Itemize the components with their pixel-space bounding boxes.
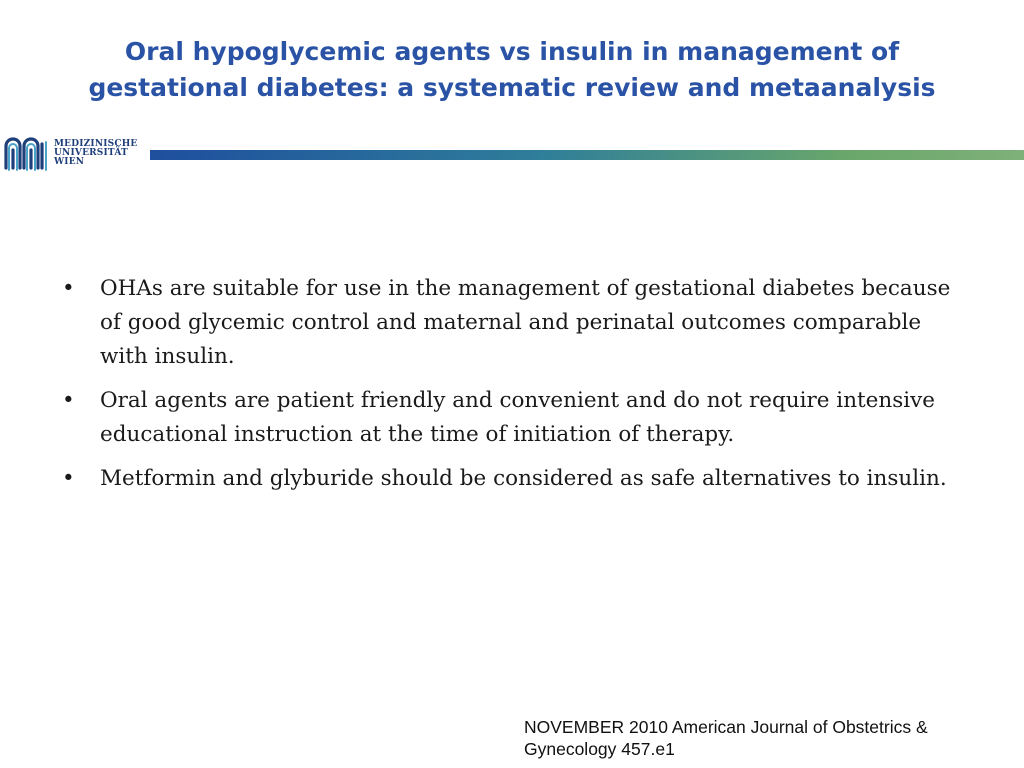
- citation-line-1: NOVEMBER 2010 American Journal of Obstetrics &: [524, 717, 928, 737]
- slide-title: [40, 34, 984, 106]
- bullet-icon: •: [62, 466, 75, 491]
- citation-footer: [524, 716, 1004, 760]
- bullet-list: [62, 272, 962, 506]
- bullet-item: [62, 462, 962, 496]
- bullet-text: OHAs are suitable for use in the management of gestational diabetes because of good glycemic control and maternal and perinatal outcomes comparable with insulin.: [100, 276, 951, 369]
- university-logo-icon: [0, 128, 52, 180]
- bullet-text: Oral agents are patient friendly and convenient and do not require intensive educational instruction at the time of initiation of therapy.: [100, 388, 936, 447]
- bullet-item: [62, 272, 962, 374]
- citation-line-2: Gynecology 457.e1: [524, 739, 675, 759]
- title-line-2: gestational diabetes: a systematic review and metaanalysis: [88, 73, 936, 102]
- logo-text-line-3: WIEN: [54, 157, 85, 167]
- logo-text-line-1: MEDIZINISCHE: [54, 139, 138, 149]
- bullet-icon: •: [62, 276, 75, 301]
- university-logo: [0, 128, 150, 180]
- logo-text-line-2: UNIVERSITÄT: [54, 148, 128, 158]
- bullet-icon: •: [62, 388, 75, 413]
- bullet-item: [62, 384, 962, 452]
- logo-wordmark: [54, 140, 137, 167]
- bullet-text: Metformin and glyburide should be considered as safe alternatives to insulin.: [100, 466, 947, 491]
- header-gradient-rule: [150, 150, 1024, 160]
- title-line-1: Oral hypoglycemic agents vs insulin in management of: [124, 37, 900, 66]
